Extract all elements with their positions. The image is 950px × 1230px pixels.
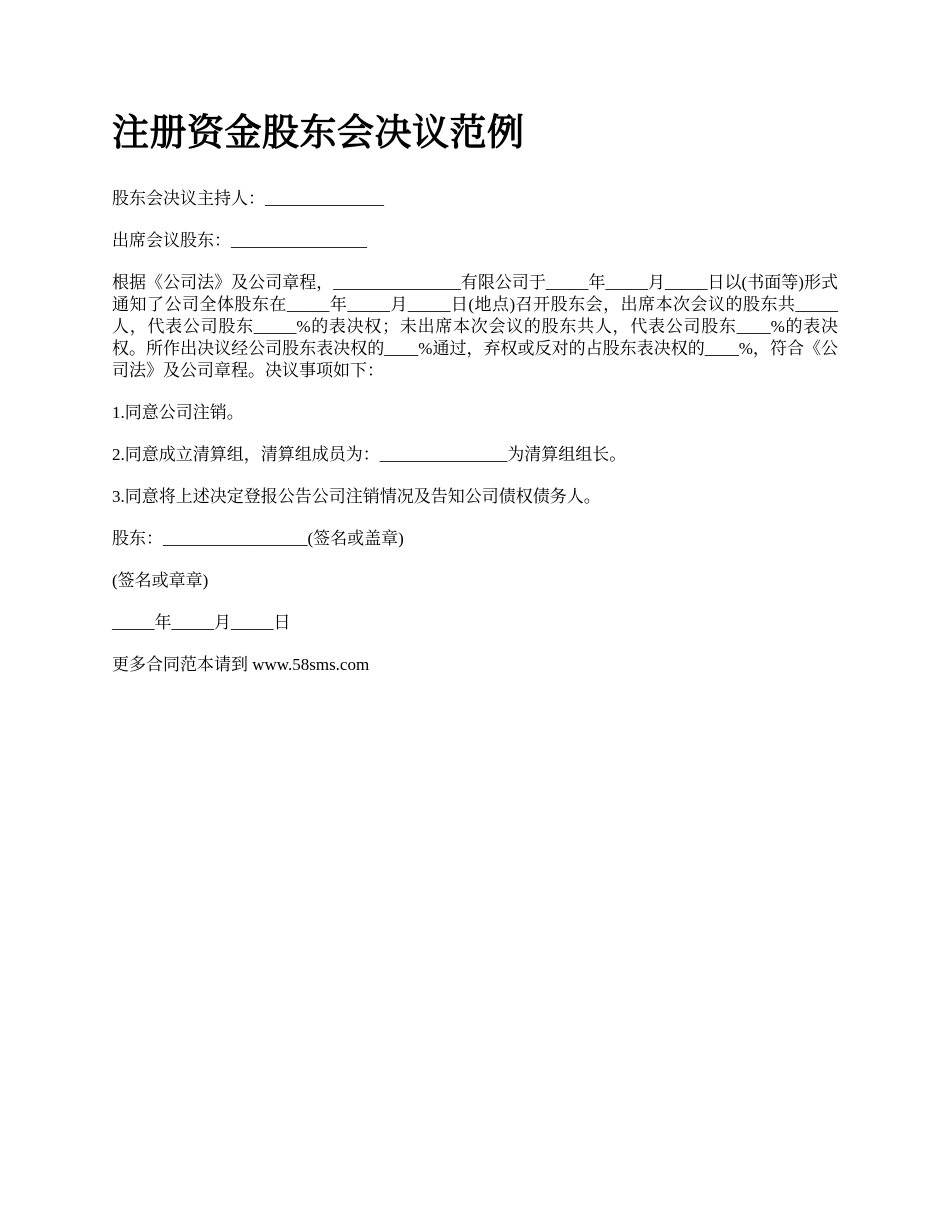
resolution-item-2: 2.同意成立清算组，清算组成员为：_______________为清算组组长。 <box>112 445 627 464</box>
resolution-body-paragraph: 根据《公司法》及公司章程，_______________有限公司于_____年_____月_____日以(书面等)形式通知了公司全体股东在_____年_____月_____日(地点)召开股东会，出席本次会议的股东共_____人，代表公司股东_____%的表决权；未出席本次会议的股东共人，代表公司股东____%的表决权。所作出决议经公司股东表决权的____%通过，弃权或反对的占股东表决权的____%，符合《公司法》及公司章程。决议事项如下： <box>112 273 838 380</box>
attendees-line: 出席会议股东：________________ <box>112 231 367 250</box>
footer-line: 更多合同范本请到 www.58sms.com <box>112 655 370 674</box>
shareholder-signature-line: 股东：_________________(签名或盖章) <box>112 529 404 548</box>
resolution-item-3: 3.同意将上述决定登报公告公司注销情况及告知公司债权债务人。 <box>112 487 601 506</box>
document-title: 注册资金股东会决议范例 <box>112 113 525 154</box>
date-line: _____年_____月_____日 <box>112 613 291 632</box>
host-line: 股东会决议主持人：______________ <box>112 189 384 208</box>
resolution-item-1: 1.同意公司注销。 <box>112 403 244 422</box>
signature-note: (签名或章章) <box>112 571 209 590</box>
